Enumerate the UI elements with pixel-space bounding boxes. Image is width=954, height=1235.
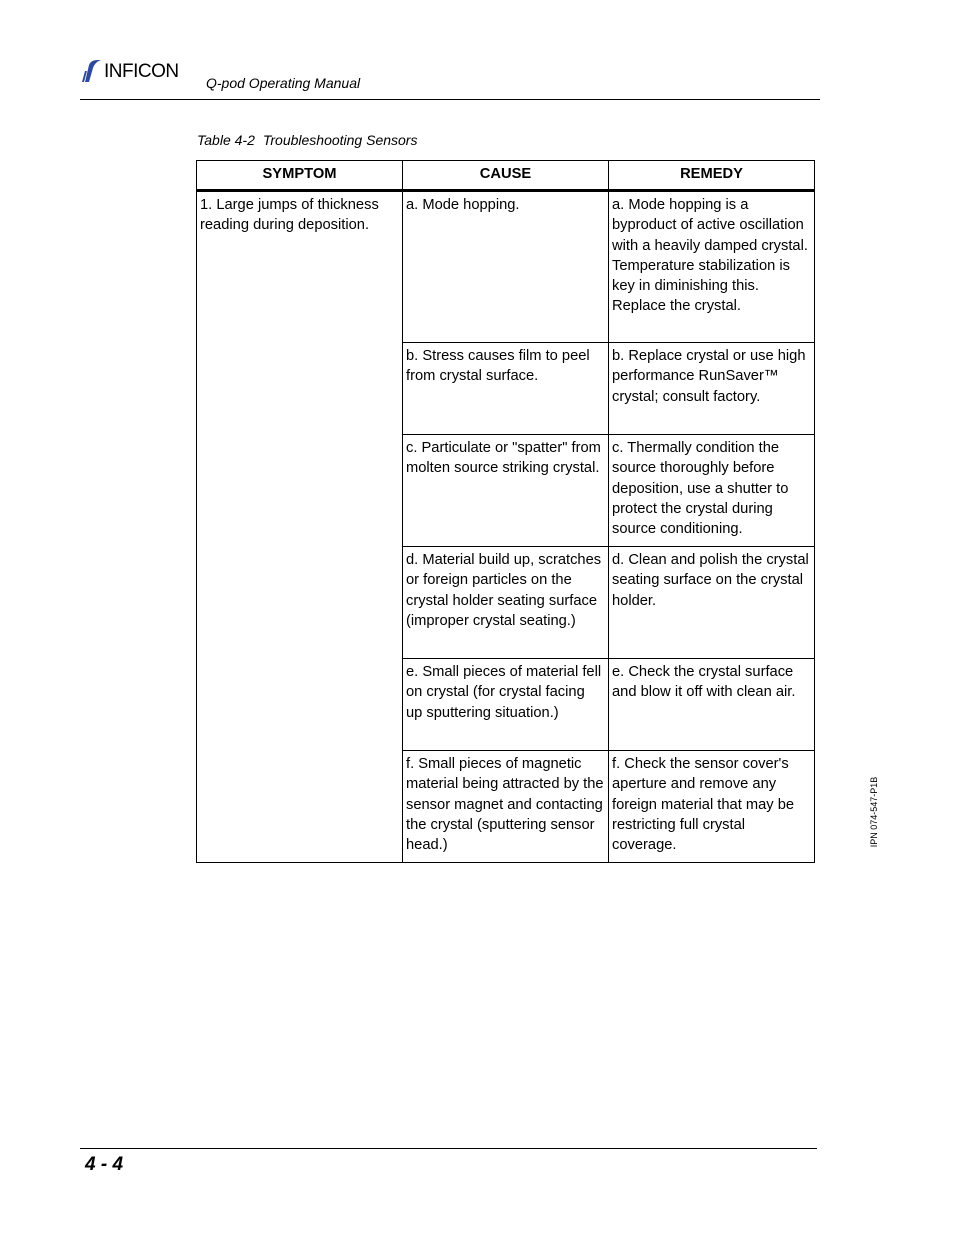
column-header-symptom: SYMPTOM bbox=[197, 161, 403, 191]
cause-cell: f. Small pieces of magnetic material being attracted by the sensor magnet and contacting the crystal (sputtering sensor head.) bbox=[403, 751, 609, 863]
troubleshooting-table bbox=[196, 160, 815, 863]
inficon-logo bbox=[82, 58, 179, 84]
remedy-cell: b. Replace crystal or use high performance RunSaver™ crystal; consult factory. bbox=[609, 343, 815, 435]
cause-cell: d. Material build up, scratches or foreign particles on the crystal holder seating surface (improper crystal seating.) bbox=[403, 547, 609, 659]
manual-title: Q-pod Operating Manual bbox=[206, 75, 361, 91]
cause-cell: c. Particulate or "spatter" from molten source striking crystal. bbox=[403, 435, 609, 547]
page-number: 4 - 4 bbox=[85, 1154, 124, 1175]
remedy-cell: c. Thermally condition the source thoroughly before deposition, use a shutter to protect the crystal during source conditioning. bbox=[609, 435, 815, 547]
cause-cell: e. Small pieces of material fell on crystal (for crystal facing up sputtering situation.) bbox=[403, 659, 609, 751]
remedy-cell: e. Check the crystal surface and blow it off with clean air. bbox=[609, 659, 815, 751]
table-caption-title: Troubleshooting Sensors bbox=[262, 132, 418, 148]
column-header-cause: CAUSE bbox=[403, 161, 609, 191]
cause-cell: a. Mode hopping. bbox=[403, 191, 609, 343]
remedy-cell: d. Clean and polish the crystal seating surface on the crystal holder. bbox=[609, 547, 815, 659]
table-row bbox=[197, 191, 815, 343]
table-header-row bbox=[197, 161, 815, 191]
brand-name: INFICON bbox=[104, 60, 179, 82]
footer-divider bbox=[80, 1148, 817, 1149]
cause-cell: b. Stress causes film to peel from crystal surface. bbox=[403, 343, 609, 435]
table-caption-number: Table 4-2 bbox=[197, 132, 255, 148]
table-caption bbox=[197, 132, 417, 148]
inficon-swoosh-icon bbox=[82, 59, 102, 83]
symptom-cell: 1. Large jumps of thickness reading during deposition. bbox=[197, 191, 403, 863]
column-header-remedy: REMEDY bbox=[609, 161, 815, 191]
ipn-label: IPN 074-547-P1B bbox=[869, 776, 879, 848]
remedy-cell: a. Mode hopping is a byproduct of active oscillation with a heavily damped crystal. Temperature stabilization is key in diminishing this. Replace the crystal. bbox=[609, 191, 815, 343]
header-divider bbox=[80, 99, 820, 100]
remedy-cell: f. Check the sensor cover's aperture and remove any foreign material that may be restricting full crystal coverage. bbox=[609, 751, 815, 863]
